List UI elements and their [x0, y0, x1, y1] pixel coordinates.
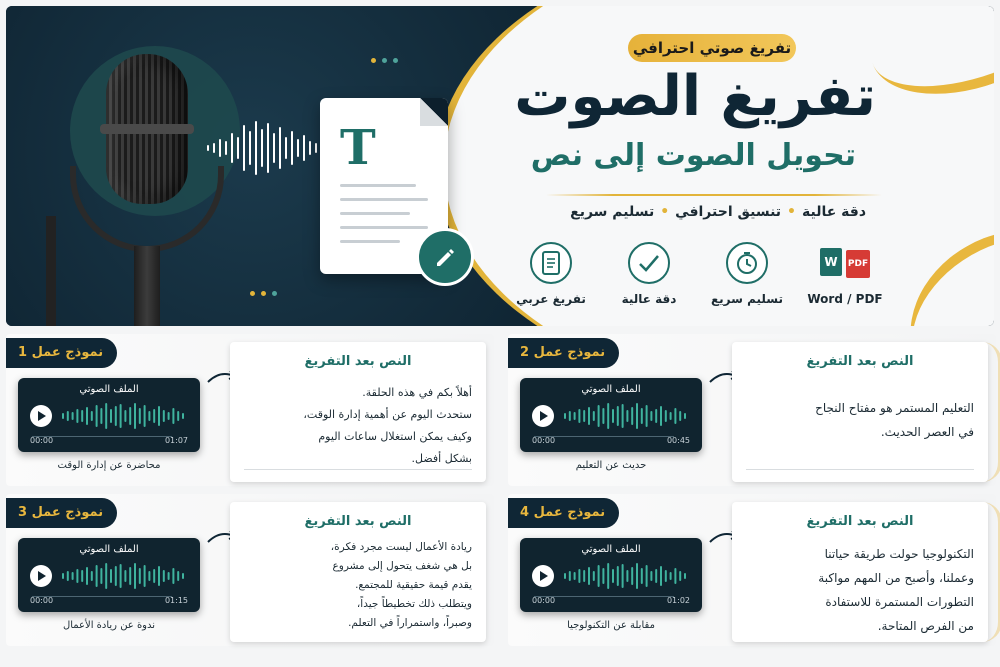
document-line [340, 240, 400, 243]
audio-caption: محاضرة عن إدارة الوقت [57, 460, 161, 471]
sample-tag: نموذج عمل 3 [6, 498, 117, 528]
audio-waveform [60, 562, 188, 590]
arabic-transcription-icon [530, 242, 572, 284]
document-fold [420, 98, 448, 126]
player-title: الملف الصوتي [581, 384, 641, 395]
transcript-line: ويتطلب ذلك تخطيطاً جيداً، [356, 598, 472, 610]
document-line [340, 184, 416, 187]
player-title: الملف الصوتي [79, 544, 139, 555]
sample-card-3 [6, 494, 494, 646]
word-pdf-icon [800, 242, 890, 284]
transcript-line: وعملنا، وأصبح من المهم مواكبة [818, 571, 974, 585]
sample-card-4 [508, 494, 996, 646]
audio-player[interactable] [18, 538, 200, 612]
transcript-line: التعليم المستمر هو مفتاح النجاح [815, 401, 974, 415]
mic-ring [100, 124, 194, 134]
service-icons [506, 242, 896, 318]
feature-list [526, 204, 866, 220]
bullet-icon: • [660, 204, 670, 220]
transcript-title: النص بعد التفريغ [806, 514, 914, 529]
document-line [340, 226, 428, 229]
transcript-text [242, 538, 472, 633]
divider [746, 469, 974, 470]
time-start: 00:00 [30, 596, 54, 605]
service-label: تسليم سريع [710, 292, 784, 306]
transcript-box [732, 502, 988, 642]
bullet-icon: • [787, 204, 796, 220]
audio-caption: حديث عن التعليم [575, 460, 647, 471]
audio-waveform [562, 402, 690, 430]
feature-item: تنسيق احترافي [675, 204, 782, 220]
audio-caption: ندوة عن ريادة الأعمال [62, 620, 156, 631]
divider [546, 194, 882, 196]
banner-tag: تفريغ صوتي احترافي [628, 34, 796, 62]
sample-card-1 [6, 334, 494, 486]
service-high-accuracy [604, 242, 694, 306]
play-icon[interactable] [532, 565, 554, 587]
word-icon: W [820, 248, 842, 276]
transcript-title: النص بعد التفريغ [304, 354, 412, 369]
service-label: دقة عالية [621, 292, 677, 306]
play-icon[interactable] [30, 565, 52, 587]
transcript-line: أهلاً بكم في هذه الحلقة. [362, 386, 472, 399]
feature-item: دقة عالية [802, 204, 866, 220]
play-icon[interactable] [532, 405, 554, 427]
document-line [340, 198, 428, 201]
player-title: الملف الصوتي [79, 384, 139, 395]
transcript-box [230, 342, 486, 482]
transcript-line: وكيف يمكن استغلال ساعات اليوم [318, 430, 472, 443]
audio-waveform [60, 402, 188, 430]
document-letter: T [340, 120, 376, 176]
play-icon[interactable] [30, 405, 52, 427]
transcript-box [230, 502, 486, 642]
mic-arm [46, 216, 56, 326]
transcript-line: ستحدث اليوم عن أهمية إدارة الوقت، [303, 408, 472, 421]
mic-stand [134, 246, 160, 326]
transcript-title: النص بعد التفريغ [304, 514, 412, 529]
sample-tag: نموذج عمل 2 [508, 338, 619, 368]
time-end: 01:02 [666, 596, 690, 605]
transcript-line: من الفرص المتاحة. [877, 619, 974, 633]
transcript-text [242, 382, 472, 470]
hero-banner [6, 6, 994, 326]
transcript-title: النص بعد التفريغ [806, 354, 914, 369]
transcript-text [744, 542, 974, 638]
page-title: تفريغ الصوت [514, 64, 876, 129]
decorative-dots-bottom [250, 291, 277, 296]
service-arabic-transcription [506, 242, 596, 306]
service-label: تفريغ عربي [516, 292, 586, 306]
time-end: 01:07 [164, 436, 188, 445]
pdf-icon: PDF [846, 250, 870, 278]
audio-player[interactable] [520, 378, 702, 452]
transcript-line: بل هي شغف يتحول إلى مشروع [332, 560, 472, 572]
time-end: 01:15 [164, 596, 188, 605]
high-accuracy-icon [628, 242, 670, 284]
transcript-line: التطورات المستمرة للاستفادة [825, 595, 974, 609]
divider [244, 469, 472, 470]
transcript-line: وصبراً، واستمراراً في التعلم. [348, 617, 472, 629]
time-start: 00:00 [532, 596, 556, 605]
audio-player[interactable] [18, 378, 200, 452]
time-start: 00:00 [532, 436, 556, 445]
transcript-box [732, 342, 988, 482]
audio-player[interactable] [520, 538, 702, 612]
time-end: 00:45 [666, 436, 690, 445]
sample-tag: نموذج عمل 4 [508, 498, 619, 528]
audio-waveform [562, 562, 690, 590]
audio-caption: مقابلة عن التكنولوجيا [567, 620, 655, 631]
pencil-icon [416, 228, 474, 286]
player-title: الملف الصوتي [581, 544, 641, 555]
transcript-line: بشكل أفضل. [411, 452, 472, 465]
transcript-line: في العصر الحديث. [880, 425, 974, 439]
sample-tag: نموذج عمل 1 [6, 338, 117, 368]
transcript-text [744, 396, 974, 444]
transcript-line: يقدم قيمة حقيقية للمجتمع. [355, 579, 472, 591]
sample-card-2 [508, 334, 996, 486]
feature-item: تسليم سريع [570, 204, 655, 220]
fast-delivery-icon [726, 242, 768, 284]
service-label: Word / PDF [807, 292, 883, 306]
service-word-pdf [800, 242, 890, 306]
document-line [340, 212, 410, 215]
sound-wave-graphic [206, 118, 326, 178]
page-subtitle: تحويل الصوت إلى نص [530, 138, 856, 173]
service-fast-delivery [702, 242, 792, 306]
time-start: 00:00 [30, 436, 54, 445]
transcript-line: ريادة الأعمال ليست مجرد فكرة، [330, 541, 472, 553]
transcript-line: التكنولوجيا حولت طريقة حياتنا [824, 547, 974, 561]
decorative-dots-top [371, 58, 398, 63]
